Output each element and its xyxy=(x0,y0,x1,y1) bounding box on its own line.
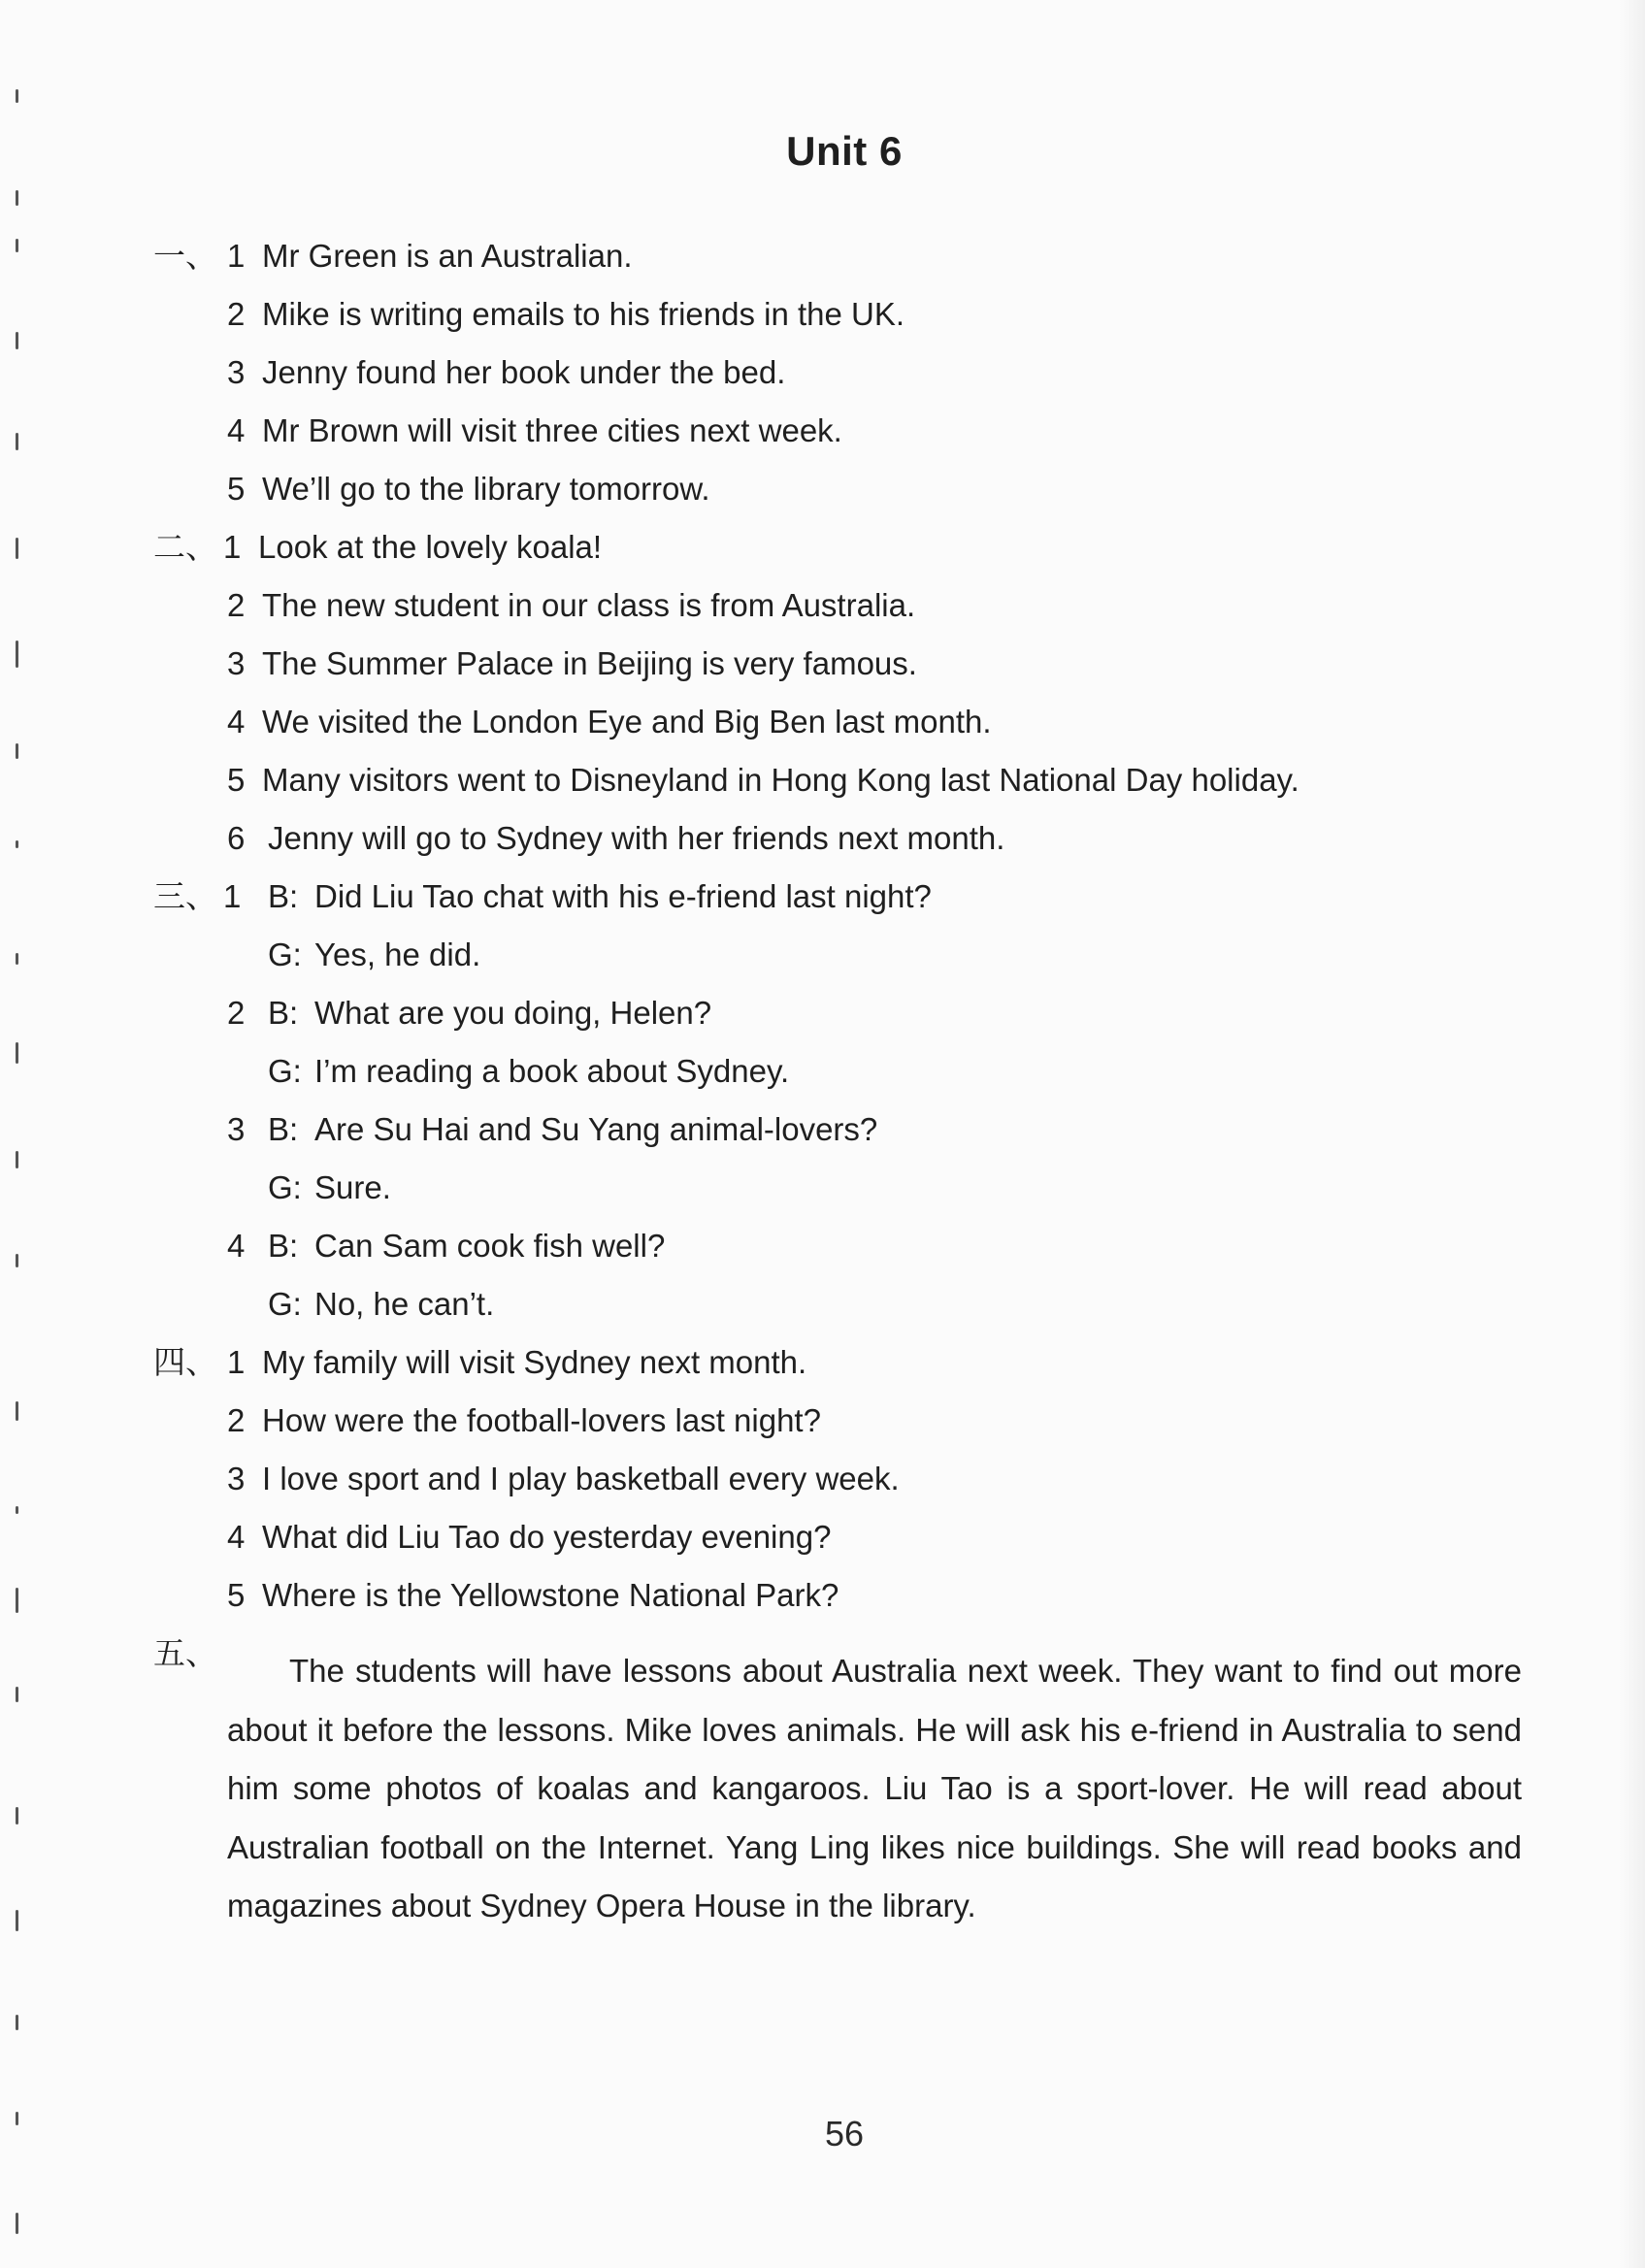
dialogue-line xyxy=(227,1227,665,1265)
item-number: 3 xyxy=(227,1111,246,1147)
dialogue-text: I’m reading a book about Sydney. xyxy=(314,1053,790,1089)
dialogue-text: Are Su Hai and Su Yang animal-lovers? xyxy=(314,1111,878,1147)
scan-mark xyxy=(16,2015,18,2030)
scan-mark xyxy=(16,1151,18,1168)
dialogue-text: What are you doing, Helen? xyxy=(314,995,712,1031)
dialogue-text: Yes, he did. xyxy=(314,937,481,972)
scan-mark xyxy=(16,433,18,450)
item-number: 4 xyxy=(227,412,246,448)
item-number: 3 xyxy=(227,1461,246,1496)
item-number: 2 xyxy=(227,995,246,1031)
item-number: 1 xyxy=(227,238,246,274)
item-number: 1 xyxy=(223,878,242,914)
scan-mark xyxy=(16,743,18,759)
dialogue-line xyxy=(227,1110,877,1149)
scan-mark xyxy=(16,641,18,668)
item-number: 4 xyxy=(227,1228,246,1264)
speaker-label: G: xyxy=(268,1053,302,1089)
scan-mark xyxy=(16,190,18,206)
dialogue-line xyxy=(227,994,711,1033)
list-item xyxy=(227,703,992,741)
item-number: 1 xyxy=(223,529,242,565)
item-text: We’ll go to the library tomorrow. xyxy=(262,471,710,507)
list-item xyxy=(227,470,710,509)
page-number: 56 xyxy=(824,2114,865,2153)
item-number: 2 xyxy=(227,296,246,332)
speaker-label: B: xyxy=(268,1228,299,1264)
passage-paragraph: The students will have lessons about Australia next week. They want to find out more about it before the lessons. Mike loves animals. He will ask his e-friend in Australia to send him some photos of koalas and kangaroos. Liu Tao is a sport-lover. He will read about Australian football on the Internet. Yang Ling likes nice buildings. She will read books and magazines about Sydney Opera House in the library. xyxy=(227,1653,1522,1923)
scan-mark xyxy=(16,840,18,848)
scan-mark xyxy=(16,1910,18,1931)
dialogue-text: Can Sam cook fish well? xyxy=(314,1228,666,1264)
scan-mark xyxy=(16,2112,18,2125)
speaker-label: G: xyxy=(268,937,302,972)
dialogue-line xyxy=(223,877,932,916)
item-text: The Summer Palace in Beijing is very famous. xyxy=(262,645,917,681)
dialogue-line xyxy=(268,1285,494,1324)
item-number: 4 xyxy=(227,1519,246,1555)
dialogue-text: Sure. xyxy=(314,1169,391,1205)
list-item xyxy=(223,528,602,567)
item-text: Mike is writing emails to his friends in the UK. xyxy=(262,296,905,332)
speaker-label: G: xyxy=(268,1286,302,1322)
speaker-label: B: xyxy=(268,1111,299,1147)
section-1-label: 一、 xyxy=(153,237,217,275)
item-text: Mr Green is an Australian. xyxy=(262,238,633,274)
list-item xyxy=(227,1401,821,1440)
item-text: What did Liu Tao do yesterday evening? xyxy=(262,1519,832,1555)
list-item xyxy=(227,295,905,334)
list-item xyxy=(227,353,785,392)
item-number: 1 xyxy=(227,1344,246,1380)
dialogue-text: Did Liu Tao chat with his e-friend last night? xyxy=(314,878,932,914)
speaker-label: G: xyxy=(268,1169,302,1205)
scan-mark xyxy=(16,1807,18,1824)
scan-mark xyxy=(16,89,18,103)
list-item xyxy=(227,761,1300,800)
list-item xyxy=(227,819,1004,858)
scan-mark xyxy=(16,1506,18,1514)
section-2-label: 二、 xyxy=(153,528,217,566)
list-item xyxy=(227,1576,839,1615)
item-text: Many visitors went to Disneyland in Hong Kong last National Day holiday. xyxy=(262,762,1300,798)
speaker-label: B: xyxy=(268,878,299,914)
item-number: 2 xyxy=(227,587,246,623)
item-number: 5 xyxy=(227,471,246,507)
list-item xyxy=(227,1460,900,1498)
scan-mark xyxy=(16,538,18,559)
scan-mark xyxy=(16,1588,18,1613)
section-4-label: 四、 xyxy=(153,1343,217,1381)
scan-mark xyxy=(16,953,18,965)
item-text: The new student in our class is from Australia. xyxy=(262,587,916,623)
item-text: Jenny will go to Sydney with her friends next month. xyxy=(268,820,1005,856)
item-number: 3 xyxy=(227,645,246,681)
scan-mark xyxy=(16,1042,18,1064)
item-number: 2 xyxy=(227,1402,246,1438)
scan-mark xyxy=(16,1254,18,1267)
item-number: 5 xyxy=(227,1577,246,1613)
item-number: 4 xyxy=(227,704,246,740)
page-edge-shadow xyxy=(1620,0,1645,2268)
dialogue-text: No, he can’t. xyxy=(314,1286,495,1322)
item-text: Mr Brown will visit three cities next week. xyxy=(262,412,842,448)
list-item xyxy=(227,237,633,276)
scan-mark xyxy=(16,2213,18,2234)
item-text: My family will visit Sydney next month. xyxy=(262,1344,807,1380)
list-item xyxy=(227,411,842,450)
scan-mark xyxy=(16,239,18,252)
scan-mark xyxy=(16,332,18,349)
speaker-label: B: xyxy=(268,995,299,1031)
item-text: I love sport and I play basketball every week. xyxy=(262,1461,900,1496)
section-3-label: 三、 xyxy=(153,877,217,915)
list-item xyxy=(227,644,917,683)
item-text: Look at the lovely koala! xyxy=(258,529,603,565)
item-number: 6 xyxy=(227,820,246,856)
list-item xyxy=(227,1518,831,1557)
list-item xyxy=(227,1343,806,1382)
dialogue-line xyxy=(268,1168,391,1207)
item-text: We visited the London Eye and Big Ben last month. xyxy=(262,704,992,740)
item-text: Where is the Yellowstone National Park? xyxy=(262,1577,839,1613)
scan-mark xyxy=(16,1401,18,1421)
list-item xyxy=(227,586,915,625)
page-title: Unit 6 xyxy=(786,128,903,174)
dialogue-line xyxy=(268,1052,789,1091)
dialogue-line xyxy=(268,936,480,974)
scan-mark xyxy=(16,1687,18,1702)
item-text: Jenny found her book under the bed. xyxy=(262,354,786,390)
item-number: 3 xyxy=(227,354,246,390)
item-text: How were the football-lovers last night? xyxy=(262,1402,821,1438)
section-5-label: 五、 xyxy=(153,1634,217,1672)
item-number: 5 xyxy=(227,762,246,798)
